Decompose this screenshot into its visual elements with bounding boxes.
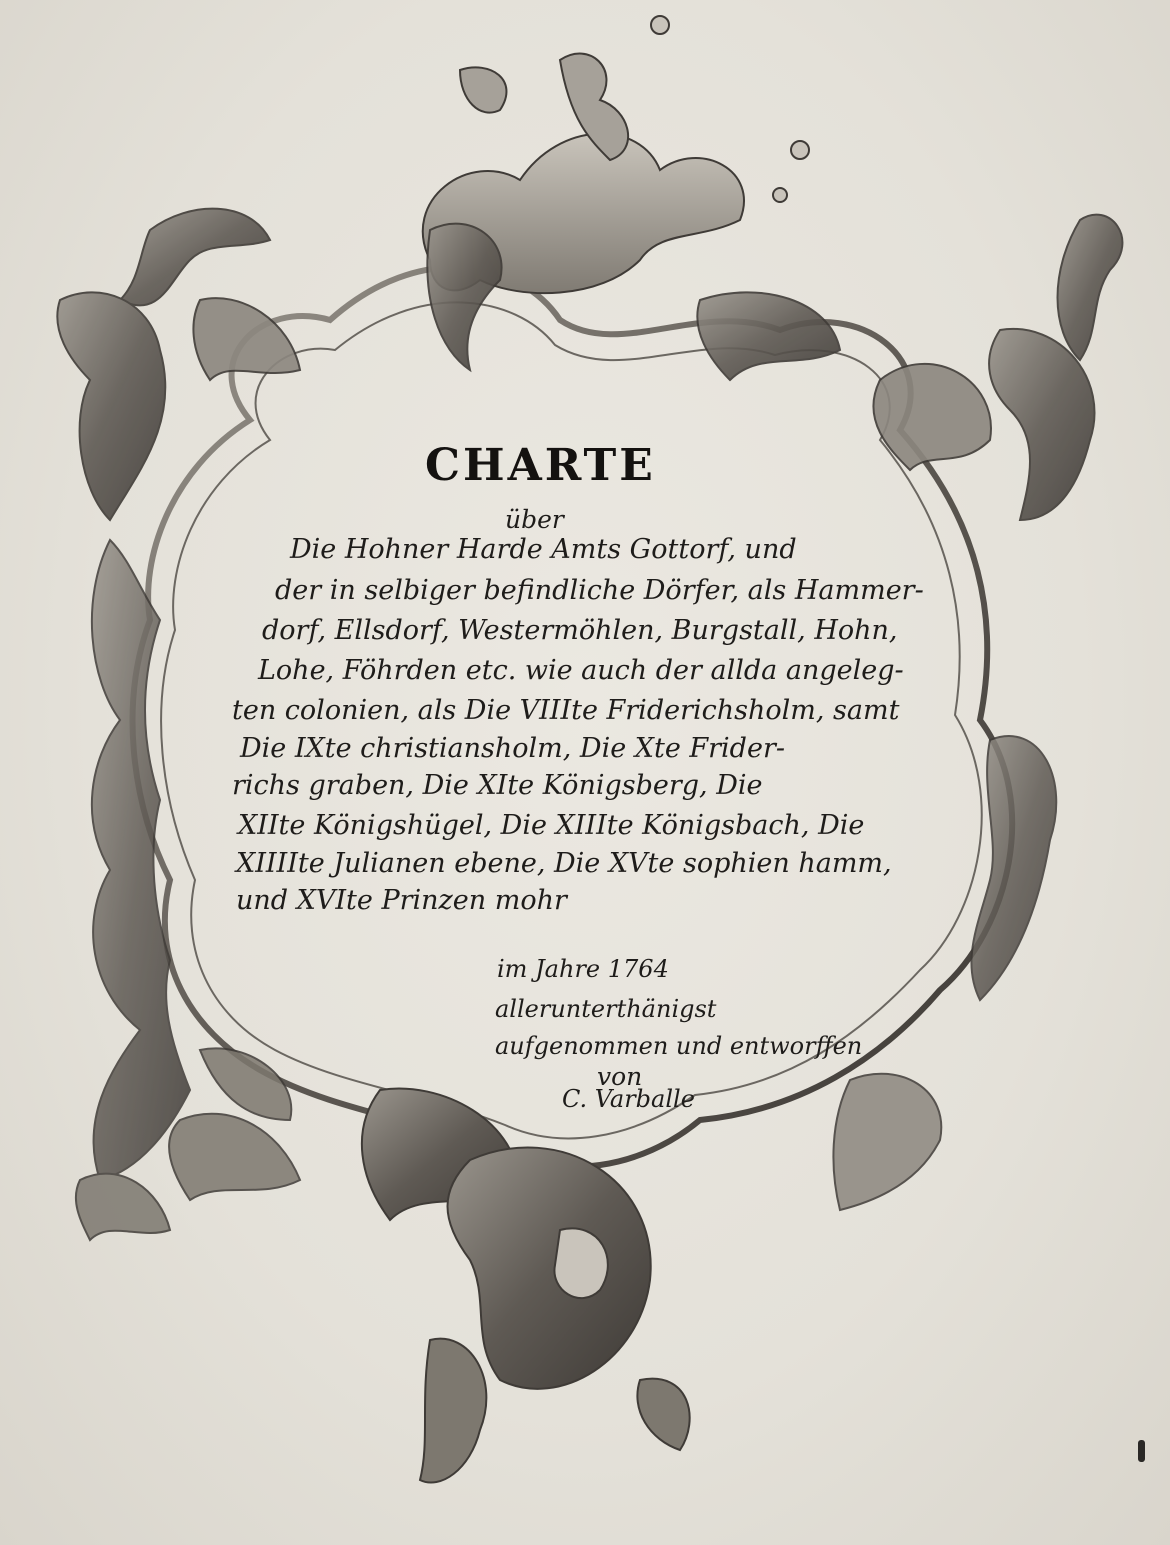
title-line-2: Die Hohner Harde Amts Gottorf, und [290, 534, 797, 565]
bottom-left-foliage [169, 1048, 300, 1200]
title-line-9: XIIte Königshügel, Die XIIIte Königsbach, Die [238, 810, 865, 841]
title-line-11: und XVIte Prinzen mohr [236, 885, 567, 916]
footer-author: C. Varballe [562, 1085, 695, 1113]
title-line-1: über [505, 505, 564, 534]
right-side-scrolls [833, 736, 1056, 1210]
footer-action: aufgenommen und entworffen [495, 1032, 863, 1060]
title-line-6: ten colonien, als Die VIIIte Friderichsholm, samt [232, 695, 900, 726]
map-title: CHARTE [425, 440, 656, 491]
footer-year: im Jahre 1764 [497, 955, 669, 983]
footer-dedication: allerunterthänigst [495, 995, 717, 1023]
right-upper-scrolls [697, 215, 1122, 520]
title-line-8: richs graben, Die XIte Königsberg, Die [232, 770, 763, 801]
footer-von: von [597, 1062, 643, 1091]
title-line-5: Lohe, Föhrden etc. wie auch der allda angeleg- [258, 655, 904, 686]
title-line-10: XIIIIte Julianen ebene, Die XVte sophien hamm, [236, 848, 892, 879]
title-line-4: dorf, Ellsdorf, Westermöhlen, Burgstall, Hohn, [262, 615, 898, 646]
ink-mark [1138, 1440, 1145, 1462]
title-line-7: Die IXte christiansholm, Die Xte Frider- [240, 733, 785, 764]
title-line-3: der in selbiger befindliche Dörfer, als Hammer- [275, 575, 924, 606]
bottom-shell [362, 1088, 690, 1482]
